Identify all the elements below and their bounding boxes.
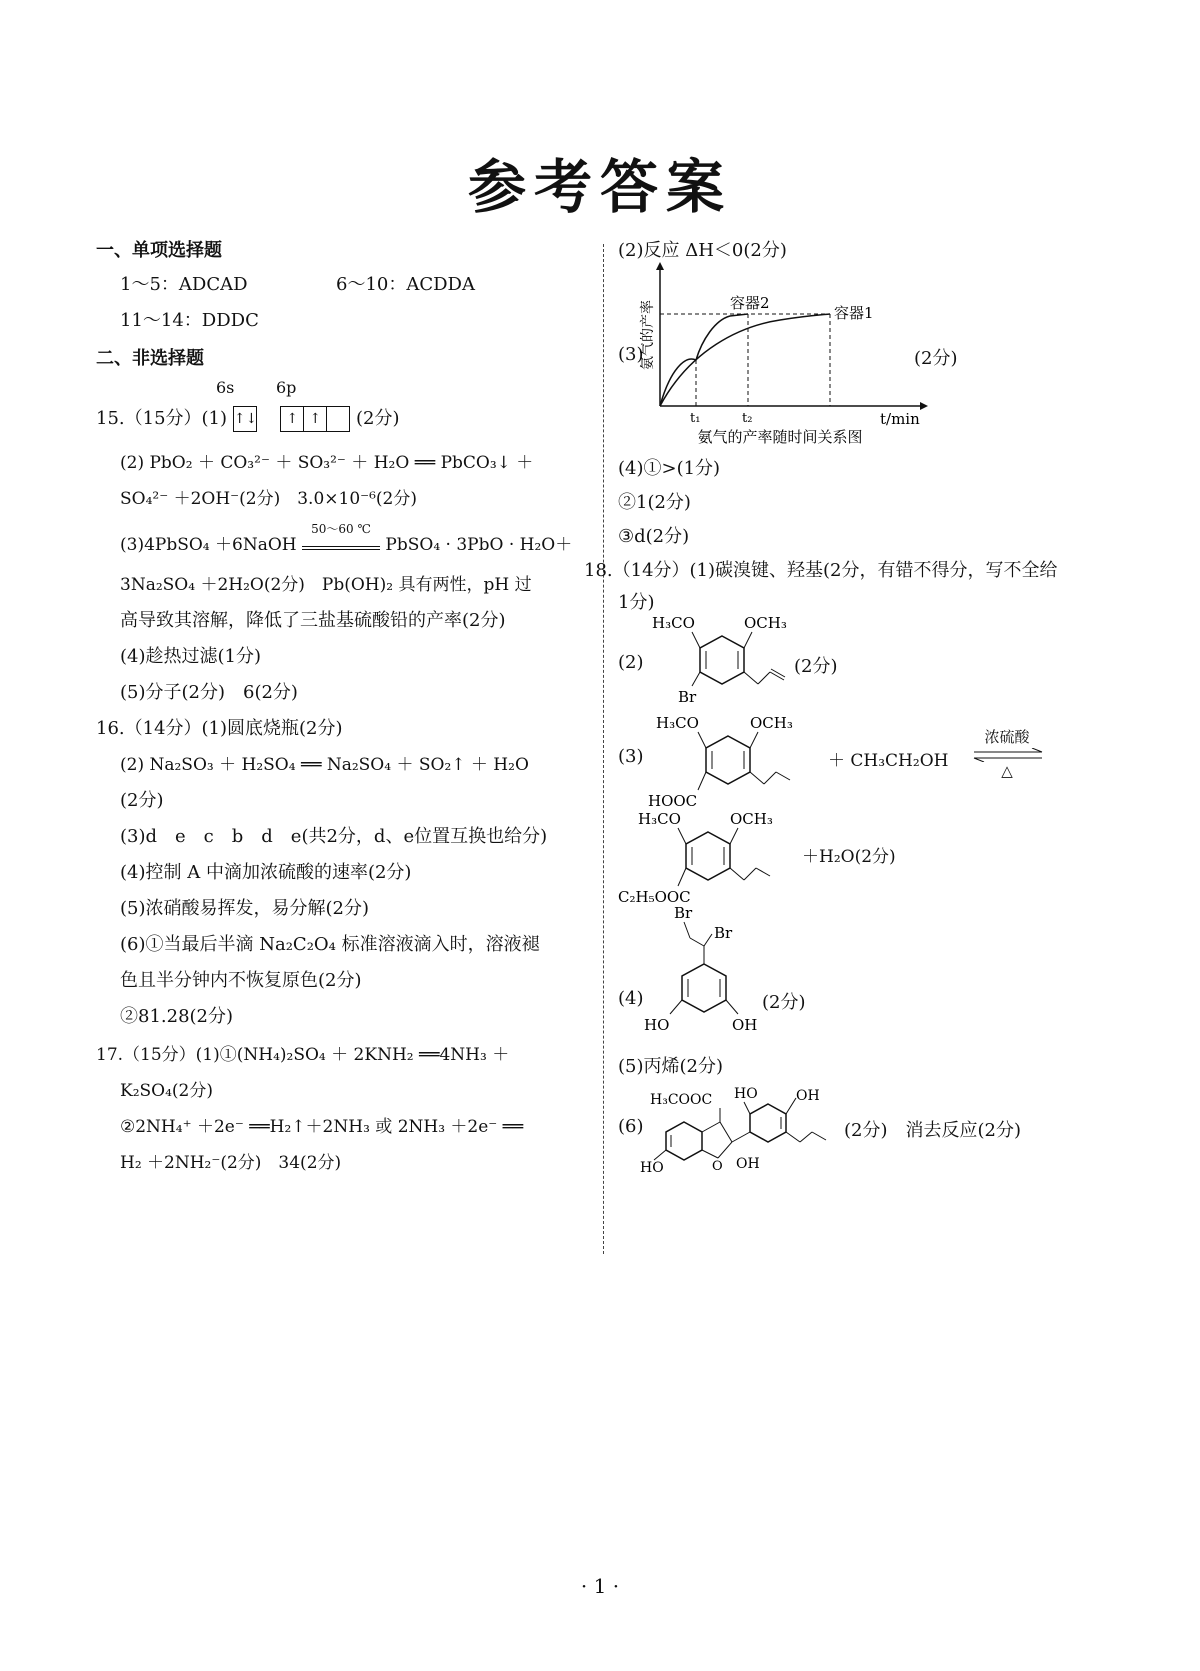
q15-line4 <box>120 522 573 555</box>
orbital-box-6p-3 <box>327 406 350 432</box>
q16-line6: (5)浓硝酸易挥发，易分解(2分) <box>120 898 369 919</box>
q16-line3: (2分) <box>120 790 164 811</box>
q15-line8: (5)分子(2分) 6(2分) <box>120 682 298 703</box>
orbital-box-6p-2: ↑ <box>304 406 327 432</box>
q16-line1: 16.（14分）(1)圆底烧瓶(2分) <box>96 718 343 739</box>
section-heading-1: 一、单项选择题 <box>96 240 222 261</box>
q17-r4: (4)①>(1分) <box>618 458 721 479</box>
orbital-label-6s: 6s <box>216 378 235 397</box>
structure-4 <box>640 904 790 1044</box>
q16-line4: (3)d e c b d e(共2分，d、e位置互换也给分) <box>120 826 548 847</box>
q15-products: PbSO₄ · 3PbO · H₂O＋ <box>385 535 573 555</box>
q17-chart-score: (2分) <box>914 348 958 369</box>
q15-head: 15.（15分）(1) <box>96 408 228 429</box>
equilibrium-arrow <box>972 748 1044 762</box>
ammonia-yield-chart <box>630 260 930 450</box>
y-axis-label: 氨气的产率 <box>640 300 656 370</box>
q17-line2: K₂SO₄(2分) <box>120 1081 213 1101</box>
answers-6-10: 6～10：ACDDA <box>336 274 475 295</box>
q16-line8: 色且半分钟内不恢复原色(2分) <box>120 970 362 991</box>
label-br: Br <box>678 688 697 706</box>
q15-line1 <box>96 404 399 432</box>
q18-line1: 18.（14分）(1)碳溴键、羟基(2分，有错不得分，写不全给 <box>584 560 1058 581</box>
label-och3: OCH₃ <box>750 714 793 732</box>
orbital-label-6p: 6p <box>276 378 297 397</box>
page-number: · 1 · <box>580 1574 620 1598</box>
q16-line5: (4)控制 A 中滴加浓硫酸的速率(2分) <box>120 862 412 883</box>
q18-p2-label: (2) <box>618 652 644 673</box>
q18-p3-product: ＋H₂O(2分) <box>802 847 896 867</box>
q18-p3-cond-top: 浓硫酸 <box>984 728 1030 746</box>
label-ho-bottom: HO <box>640 1160 664 1174</box>
label-hooc: HOOC <box>648 792 698 810</box>
q15-score: (2分) <box>355 408 400 429</box>
q18-p4-label: (4) <box>618 988 644 1009</box>
q16-line9: ②81.28(2分) <box>120 1006 234 1027</box>
label-ho-top: HO <box>734 1086 758 1102</box>
structure-3-product <box>618 806 808 906</box>
x-axis-arrow <box>920 402 928 410</box>
q15-reactants: (3)4PbSO₄ ＋6NaOH <box>120 535 297 555</box>
q16-line7: (6)①当最后半滴 Na₂C₂O₄ 标准溶液滴入时，溶液褪 <box>120 934 540 955</box>
q18-p6-score: (2分) 消去反应(2分) <box>844 1120 1021 1141</box>
y-axis-arrow <box>656 262 664 270</box>
label-br-2: Br <box>714 924 733 942</box>
q17-line3: ②2NH₄⁺ ＋2e⁻ ══H₂↑＋2NH₃ 或 2NH₃ ＋2e⁻ ══ <box>120 1117 524 1137</box>
q18-p3-label: (3) <box>618 746 644 767</box>
label-och3: OCH₃ <box>744 614 787 632</box>
label-oh-top: OH <box>796 1088 820 1104</box>
tick-t1: t₁ <box>690 411 701 426</box>
structure-3-reactant <box>648 710 818 810</box>
label-br-1: Br <box>674 904 693 922</box>
q17-line4: H₂ ＋2NH₂⁻(2分) 34(2分) <box>120 1153 342 1173</box>
q17-chart-prefix: (3) <box>618 344 644 365</box>
label-ho: HO <box>644 1016 670 1034</box>
section-heading-2: 二、非选择题 <box>96 348 204 369</box>
q18-p6-label: (6) <box>618 1116 644 1137</box>
q17-line1: 17.（15分）(1)①(NH₄)₂SO₄ ＋ 2KNH₂ ══4NH₃ ＋ <box>96 1045 510 1065</box>
label-o: O <box>712 1159 723 1174</box>
orbital-box-6s: ↑↓ <box>233 406 257 432</box>
q18-p4-score: (2分) <box>762 992 806 1013</box>
q16-line2: (2) Na₂SO₃ ＋ H₂SO₄ ══ Na₂SO₄ ＋ SO₂↑ ＋ H₂O <box>120 755 529 775</box>
label-h3cooc: H₃COOC <box>650 1092 713 1108</box>
label-h3co: H₃CO <box>652 614 695 632</box>
label-oh-bottom: OH <box>736 1156 760 1172</box>
series-label-1: 容器1 <box>834 304 874 322</box>
label-h3co: H₃CO <box>638 810 681 828</box>
q18-line2: 1分) <box>618 592 655 613</box>
reaction-condition <box>302 522 380 550</box>
label-h3co: H₃CO <box>656 714 699 732</box>
label-och3: OCH₃ <box>730 810 773 828</box>
answers-11-14: 11～14：DDDC <box>120 310 259 331</box>
label-oh: OH <box>732 1016 758 1034</box>
chart-title: 氨气的产率随时间关系图 <box>697 428 863 446</box>
structure-6 <box>640 1084 840 1174</box>
q15-line5: 3Na₂SO₄ ＋2H₂O(2分) Pb(OH)₂ 具有两性，pH 过 <box>120 575 532 595</box>
q18-p2-score: (2分) <box>794 656 838 677</box>
q15-line3: SO₄²⁻ ＋2OH⁻(2分) 3.0×10⁻⁶(2分) <box>120 489 418 509</box>
q18-p3-ethanol: ＋ CH₃CH₂OH <box>828 751 949 771</box>
q15-line6: 高导致其溶解，降低了三盐基硫酸铅的产率(2分) <box>120 610 506 631</box>
tick-t2: t₂ <box>742 411 753 426</box>
answers-1-5: 1～5：ADCAD <box>120 274 248 295</box>
q17-r1: (2)反应 ΔH＜0(2分) <box>618 240 787 261</box>
page-title: 参考答案 <box>467 153 732 221</box>
q15-line7: (4)趁热过滤(1分) <box>120 646 261 667</box>
x-axis-label: t/min <box>880 410 920 428</box>
orbital-box-6p-1: ↑ <box>280 406 304 432</box>
q18-p3-cond-bot: △ <box>1001 762 1013 780</box>
series-vessel-2 <box>660 314 748 406</box>
column-divider <box>603 244 604 1254</box>
condition-text: 50～60 ℃ <box>311 522 371 536</box>
q18-p5: (5)丙烯(2分) <box>618 1056 723 1077</box>
q15-line2: (2) PbO₂ ＋ CO₃²⁻ ＋ SO₃²⁻ ＋ H₂O ══ PbCO₃↓ ＋ <box>120 453 534 473</box>
q17-r6: ③d(2分) <box>618 526 690 547</box>
q17-r5: ②1(2分) <box>618 492 691 513</box>
label-c2h5ooc: C₂H₅OOC <box>618 888 691 906</box>
series-label-2: 容器2 <box>730 294 770 312</box>
